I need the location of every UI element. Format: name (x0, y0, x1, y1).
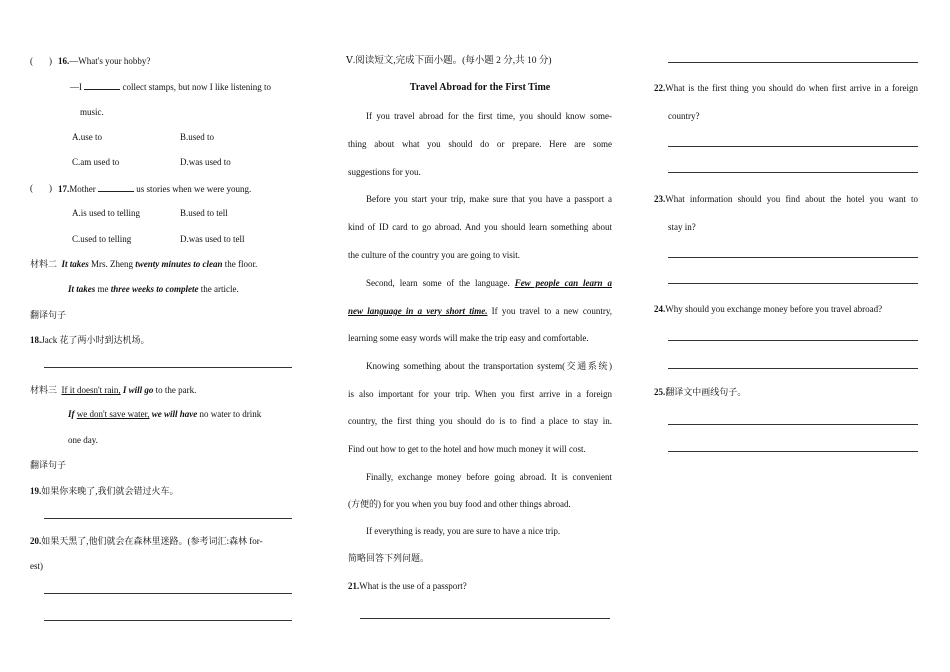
m2-s2-d: the article. (200, 284, 239, 294)
material-3-label: 材料三 (30, 385, 58, 395)
p2-line3: the culture of the country you are going to visit. (348, 250, 520, 260)
q16-paren-close: ) (49, 56, 52, 66)
translate-heading-1: 翻译句子 (30, 310, 67, 320)
m2-s2-b: me (97, 284, 109, 294)
q20-text: 如果天黑了,他们就会在森林里迷路。(参考词汇:森林 for- (41, 536, 263, 546)
q16-number: 16. (58, 56, 70, 66)
q16-option-b[interactable]: B.used to (180, 132, 215, 142)
q16-paren-open: ( (30, 56, 33, 66)
answer-instruction: 简略回答下列问题。 (348, 553, 430, 563)
middle-column (340, 0, 620, 672)
q16-blank[interactable] (84, 80, 120, 90)
q25 (654, 386, 746, 398)
q23-text: What information should you find about the hotel you want to (665, 194, 918, 204)
p4-line2: is also important for your trip. When you first arrive in a foreign (348, 389, 612, 399)
q17-option-b[interactable]: B.used to tell (180, 208, 228, 218)
q22-answer-line-2[interactable] (668, 172, 918, 173)
p4-line1-text: Knowing something about the transportation system(交通系统) (366, 361, 612, 371)
q20-answer-line-2[interactable] (44, 620, 292, 621)
q17-number: 17. (58, 184, 70, 194)
q24-answer-line-1[interactable] (668, 340, 918, 341)
q20-answer-line-1[interactable] (44, 593, 292, 594)
p3-line3: learning some easy words will make the trip easy and comfortable. (348, 333, 589, 343)
q17-paren-open: ( (30, 183, 33, 193)
p6: If everything is ready, you are sure to have a nice trip. (366, 526, 561, 536)
q16-option-a[interactable]: A.use to (72, 132, 102, 142)
q22 (654, 82, 918, 94)
m3-s1-c: to the park. (155, 385, 197, 395)
q16-stem (58, 55, 150, 67)
m3-s2-c: we will have (151, 409, 198, 419)
q16-option-c[interactable]: C.am used to (72, 157, 120, 167)
q21-text: What is the use of a passport? (359, 581, 467, 591)
q16-option-d[interactable]: D.was used to (180, 157, 231, 167)
q25-answer-line-2[interactable] (668, 451, 918, 452)
q24-text: Why should you exchange money before you travel abroad? (665, 304, 883, 314)
q25-answer-line-1[interactable] (668, 424, 918, 425)
q22-text: What is the first thing you should do when first arrive in a foreign (665, 83, 918, 93)
p5-line1 (348, 471, 612, 483)
q18-text: Jack 花了两小时到达机场。 (41, 335, 150, 345)
q16-line2-post: collect stamps, but now I like listening to (122, 82, 271, 92)
q25-number: 25. (654, 387, 666, 397)
section-heading: Ⅴ.阅读短文,完成下面小题。(每小题 2 分,共 10 分) (346, 56, 552, 66)
q16-line2 (70, 80, 271, 93)
q19-text: 如果你来晚了,我们就会错过火车。 (41, 486, 179, 496)
q23-line2: stay in? (668, 222, 696, 232)
q19-number: 19. (30, 486, 42, 496)
q19 (30, 485, 179, 497)
m2-s1-a: It takes (61, 259, 89, 269)
p2-line1-text: Before you start your trip, make sure that you have a passport a (366, 194, 612, 204)
p1-line1-text: If you travel abroad for the first time, you should know some- (366, 111, 612, 121)
material-2-label: 材料二 (30, 259, 58, 269)
p1-line3: suggestions for you. (348, 167, 421, 177)
q17-option-a[interactable]: A.is used to telling (72, 208, 140, 218)
m2-s1-d: the floor. (224, 259, 258, 269)
m2-s1-c: twenty minutes to clean (135, 259, 223, 269)
p4-line1 (348, 360, 612, 372)
q22-answer-line-1[interactable] (668, 146, 918, 147)
m2-s2-a: It takes (68, 284, 96, 294)
material-3-line2 (68, 408, 261, 420)
p3-line1-a: Second, learn some of the language. (366, 278, 510, 288)
passage-title: Travel Abroad for the First Time (409, 82, 551, 93)
m2-s1-b: Mrs. Zheng (91, 259, 134, 269)
q23-answer-line-1[interactable] (668, 257, 918, 258)
m2-s2-c: three weeks to complete (110, 284, 199, 294)
q17-stem (58, 182, 251, 195)
left-column (0, 0, 310, 672)
p4-line4: Find out how to get to the hotel and how much money it will cost. (348, 444, 586, 454)
q17-stem-pre: Mother (69, 184, 96, 194)
q22-number: 22. (654, 83, 666, 93)
q18-answer-line[interactable] (44, 367, 292, 368)
q24-answer-line-2[interactable] (668, 368, 918, 369)
q16-line2-pre: —I (70, 82, 82, 92)
underlined-sentence-part2: new language in a very short time. (348, 306, 488, 316)
p5-line2: (方便的) for you when you buy food and other things abroad. (348, 499, 571, 509)
translate-heading-2: 翻译句子 (30, 460, 67, 470)
q20 (30, 535, 263, 547)
material-2-line2 (68, 283, 239, 295)
q23-number: 23. (654, 194, 666, 204)
material-3-line1 (30, 384, 196, 396)
p2-line1 (348, 193, 612, 205)
p5-line1-text: Finally, exchange money before going abroad. It is convenient (366, 472, 612, 482)
q21-answer-line-2[interactable] (668, 62, 918, 63)
q18-number: 18. (30, 335, 42, 345)
p1-line2: thing about what you should do or prepare. Here are some (348, 139, 612, 149)
m3-s1-b: I will go (122, 385, 154, 395)
q16-stem-text: —What's your hobby? (69, 56, 151, 66)
p3-line2 (348, 305, 612, 317)
q22-line2: country? (668, 111, 700, 121)
p3-line2-b: If you travel to a new country, (491, 306, 612, 316)
q17-answer-paren[interactable] (30, 182, 52, 194)
p1-line1 (348, 110, 612, 122)
q24 (654, 303, 882, 315)
q25-text: 翻译文中画线句子。 (665, 387, 747, 397)
q23 (654, 193, 918, 205)
material-2-line1 (30, 258, 257, 270)
material-3-line3: one day. (68, 435, 98, 445)
m3-s2-a: If (68, 409, 75, 419)
q21 (348, 580, 467, 592)
q17-blank[interactable] (98, 182, 134, 192)
q18 (30, 334, 150, 346)
m3-s2-d: no water to drink (199, 409, 262, 419)
q17-option-c[interactable]: C.used to telling (72, 234, 132, 244)
p4-line3: country, the first thing you should do is to find a place to stay in. (348, 416, 612, 426)
q21-number: 21. (348, 581, 360, 591)
q16-line3: music. (80, 107, 104, 117)
right-column (648, 0, 938, 672)
m3-s1-a: If it doesn't rain, (61, 385, 121, 395)
q16-answer-paren[interactable] (30, 55, 52, 67)
q21-answer-line[interactable] (360, 618, 610, 619)
q17-stem-post: us stories when we were young. (136, 184, 252, 194)
q20-line2: est) (30, 561, 43, 571)
underlined-sentence-part1: Few people can learn a (514, 278, 612, 288)
q17-paren-close: ) (49, 183, 52, 193)
q23-answer-line-2[interactable] (668, 283, 918, 284)
q17-option-d[interactable]: D.was used to tell (180, 234, 245, 244)
p2-line2: kind of ID card to go abroad. And you should learn something about (348, 222, 612, 232)
q19-answer-line[interactable] (44, 518, 292, 519)
m3-s2-b: we don't save water, (76, 409, 150, 419)
q24-number: 24. (654, 304, 666, 314)
p3-line1 (348, 277, 612, 289)
q20-number: 20. (30, 536, 42, 546)
